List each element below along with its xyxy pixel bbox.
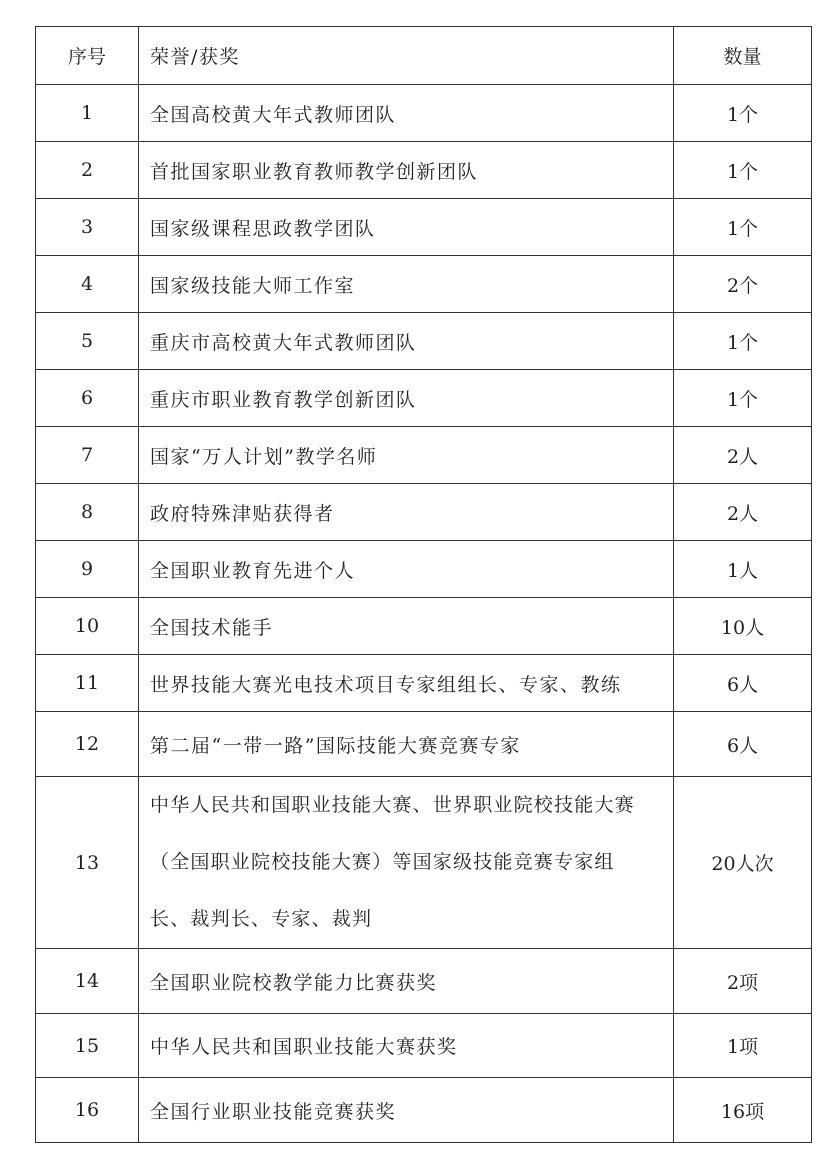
row-honor: 首批国家职业教育教师教学创新团队 <box>139 142 674 199</box>
row-qty: 1个 <box>674 199 812 256</box>
row-qty: 6人 <box>674 655 812 712</box>
table-row <box>36 598 812 655</box>
row-honor: 全国技术能手 <box>139 598 674 655</box>
honors-table <box>35 26 812 1143</box>
table-row <box>36 541 812 598</box>
table-row <box>36 370 812 427</box>
table-row <box>36 1014 812 1078</box>
row-qty: 2项 <box>674 949 812 1014</box>
row-no: 4 <box>36 256 139 313</box>
row-honor: 全国高校黄大年式教师团队 <box>139 85 674 142</box>
table-row <box>36 199 812 256</box>
row-honor-line: （全国职业院校技能大赛）等国家级技能竞赛专家组 <box>150 851 615 873</box>
row-qty: 1个 <box>674 370 812 427</box>
header-no: 序号 <box>36 27 139 85</box>
row-no: 10 <box>36 598 139 655</box>
row-honor-line: 长、裁判长、专家、裁判 <box>150 908 373 930</box>
table-row <box>36 142 812 199</box>
row-no: 3 <box>36 199 139 256</box>
row-no: 5 <box>36 313 139 370</box>
row-qty: 2人 <box>674 427 812 484</box>
row-honor: 政府特殊津贴获得者 <box>139 484 674 541</box>
row-no: 13 <box>36 777 139 949</box>
table-row <box>36 777 812 949</box>
row-honor: 国家级课程思政教学团队 <box>139 199 674 256</box>
header-honor: 荣誉/获奖 <box>139 27 674 85</box>
header-qty: 数量 <box>674 27 812 85</box>
table-row <box>36 256 812 313</box>
row-no: 1 <box>36 85 139 142</box>
row-no: 12 <box>36 712 139 777</box>
table-row <box>36 949 812 1014</box>
row-no: 9 <box>36 541 139 598</box>
table-header-row <box>36 27 812 85</box>
row-no: 16 <box>36 1078 139 1143</box>
table-row <box>36 85 812 142</box>
row-no: 14 <box>36 949 139 1014</box>
row-honor <box>139 777 674 949</box>
row-honor-line: 中华人民共和国职业技能大赛、世界职业院校技能大赛 <box>150 794 635 816</box>
row-qty: 16项 <box>674 1078 812 1143</box>
row-no: 11 <box>36 655 139 712</box>
table-row <box>36 1078 812 1143</box>
row-no: 7 <box>36 427 139 484</box>
row-qty: 1个 <box>674 142 812 199</box>
row-honor: 全国职业院校教学能力比赛获奖 <box>139 949 674 1014</box>
row-qty: 1个 <box>674 313 812 370</box>
row-honor: 世界技能大赛光电技术项目专家组组长、专家、教练 <box>139 655 674 712</box>
row-qty: 6人 <box>674 712 812 777</box>
row-no: 8 <box>36 484 139 541</box>
row-qty: 20人次 <box>674 777 812 949</box>
row-no: 15 <box>36 1014 139 1078</box>
row-qty: 1项 <box>674 1014 812 1078</box>
row-honor: 国家级技能大师工作室 <box>139 256 674 313</box>
table-row <box>36 313 812 370</box>
row-honor: 第二届“一带一路”国际技能大赛竞赛专家 <box>139 712 674 777</box>
row-honor: 全国行业职业技能竞赛获奖 <box>139 1078 674 1143</box>
row-qty: 1人 <box>674 541 812 598</box>
table-row <box>36 655 812 712</box>
row-honor: 重庆市职业教育教学创新团队 <box>139 370 674 427</box>
row-qty: 1个 <box>674 85 812 142</box>
row-honor: 重庆市高校黄大年式教师团队 <box>139 313 674 370</box>
row-no: 6 <box>36 370 139 427</box>
row-honor: 中华人民共和国职业技能大赛获奖 <box>139 1014 674 1078</box>
row-qty: 2个 <box>674 256 812 313</box>
table-row <box>36 712 812 777</box>
table-row <box>36 427 812 484</box>
row-honor: 全国职业教育先进个人 <box>139 541 674 598</box>
row-qty: 2人 <box>674 484 812 541</box>
row-no: 2 <box>36 142 139 199</box>
table-row <box>36 484 812 541</box>
row-qty: 10人 <box>674 598 812 655</box>
row-honor: 国家“万人计划”教学名师 <box>139 427 674 484</box>
